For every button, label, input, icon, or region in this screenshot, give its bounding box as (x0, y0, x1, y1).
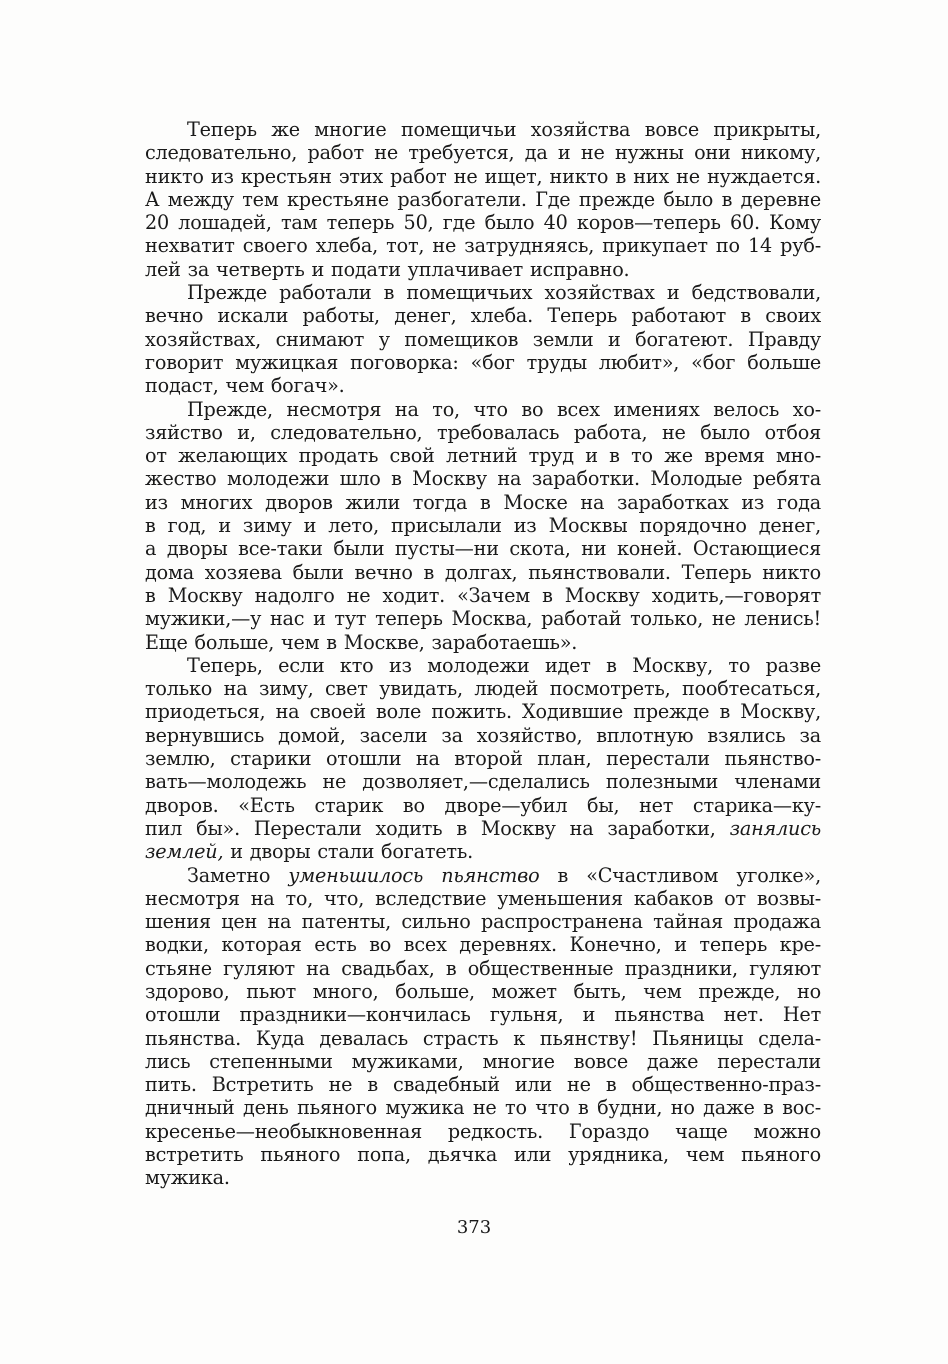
text-line: приодеться, на своей воле пожить. Ходившие прежде в Москву, (145, 700, 821, 724)
italic-emphasis: землей, (145, 840, 224, 864)
text-line (145, 840, 821, 863)
text-line: дворов. «Есть старик во дворе—убил бы, нет старика—ку- (145, 793, 821, 817)
text-line: лей за четверть и подати уплачивает исправно. (145, 257, 630, 281)
text-line (145, 864, 821, 887)
text-line: дома хозяева были вечно в долгах, пьянствовали. Теперь никто (145, 560, 821, 584)
text-line: А между тем крестьяне разбогатели. Где прежде было в деревне (145, 187, 821, 211)
text-line: мужика. (145, 1166, 230, 1190)
text-line: дничный день пьяного мужика не то что в будни, но даже в вос- (145, 1096, 821, 1120)
text-line: следовательно, работ не требуется, да и не нужны они никому, (145, 141, 821, 165)
text-segment: в «Счастливом уголке», (557, 863, 821, 887)
text-segment: пил бы». Перестали ходить в Москву на заработки, (145, 816, 716, 840)
text-line: вечно искали работы, денег, хлеба. Теперь работают в своих (145, 304, 821, 328)
text-line: от желающих продать свой летний труд и в то же время мно- (145, 444, 821, 468)
text-segment: Заметно (187, 863, 271, 887)
text-line: лись степенными мужиками, многие вовсе даже перестали (145, 1049, 821, 1073)
page-number: 373 (456, 1217, 492, 1238)
text-line: Теперь, если кто из молодежи идет в Москву, то разве (187, 653, 821, 677)
text-line: стьяне гуляют на свадьбах, в общественные праздники, гуляют (145, 956, 821, 980)
text-line: жество молодежи шло в Москву на заработки. Молодые ребята (145, 467, 821, 491)
text-line: кресенье—необыкновенная редкость. Гораздо чаще можно (145, 1119, 821, 1143)
text-line (145, 817, 821, 840)
text-line: Прежде работали в помещичьих хозяйствах и бедствовали, (187, 281, 821, 305)
text-line: вернувшись домой, засели за хозяйство, вплотную взялись за (145, 723, 821, 747)
text-line: подаст, чем богач». (145, 374, 345, 398)
text-line: Теперь же многие помещичьи хозяйства вовсе прикрыты, (187, 118, 821, 141)
text-line: никто из крестьян этих работ не ищет, никто в них не нуждается. (145, 164, 821, 188)
text-line: пьянства. Куда девалась страсть к пьянству! Пьяницы сдела- (145, 1026, 821, 1050)
text-line: зяйство и, следовательно, требовалась работа, не было отбоя (145, 420, 821, 444)
text-line: Еще больше, чем в Москве, заработаешь». (145, 630, 578, 654)
italic-emphasis: уменьшилось пьянство (288, 863, 540, 887)
text-line: Прежде, несмотря на то, что во всех имениях велось хо- (187, 397, 821, 421)
text-line: 20 лошадей, там теперь 50, где было 40 коров—теперь 60. Кому (145, 211, 821, 235)
text-line: пить. Встретить не в свадебный или не в общественно-праз- (145, 1073, 821, 1097)
text-line: несмотря на то, что, вследствие уменьшения кабаков от возвы- (145, 886, 821, 910)
text-line: а дворы все-таки были пусты—ни скота, ни коней. Остающиеся (145, 537, 821, 561)
page-text (145, 118, 821, 1190)
text-line: водки, которая есть во всех деревнях. Конечно, и теперь кре- (145, 933, 821, 957)
text-line: вать—молодежь не дозволяет,—сделались полезными членами (145, 770, 821, 794)
text-line: здорово, пьют много, больше, может быть, чем прежде, но (145, 979, 821, 1003)
text-line: отошли праздники—кончилась гульня, и пьянства нет. Нет (145, 1003, 821, 1027)
text-line: хозяйствах, снимают у помещиков земли и богатеют. Правду (145, 327, 821, 351)
text-line: нехватит своего хлеба, тот, не затрудняясь, прикупает по 14 руб- (145, 234, 821, 258)
italic-emphasis: занялись (729, 816, 821, 840)
text-line: шения цен на патенты, сильно распространена тайная продажа (145, 910, 821, 934)
text-line: землю, старики отошли на второй план, перестали пьянство- (145, 747, 821, 771)
text-line: в Москву надолго не ходит. «Зачем в Москву ходить,—говорят (145, 583, 821, 607)
text-line: в год, и зиму и лето, присылали из Москвы порядочно денег, (145, 514, 821, 538)
text-segment: и дворы стали богатеть. (230, 840, 473, 864)
text-line: из многих дворов жили тогда в Моске на заработках из года (145, 490, 821, 514)
text-line: только на зиму, свет увидать, людей посмотреть, пообтесаться, (145, 677, 821, 701)
text-line: мужики,—у нас и тут теперь Москва, работай только, не ленись! (145, 607, 821, 631)
text-line: встретить пьяного попа, дьячка или урядника, чем пьяного (145, 1143, 821, 1167)
text-line: говорит мужицкая поговорка: «бог труды любит», «бог больше (145, 350, 821, 374)
